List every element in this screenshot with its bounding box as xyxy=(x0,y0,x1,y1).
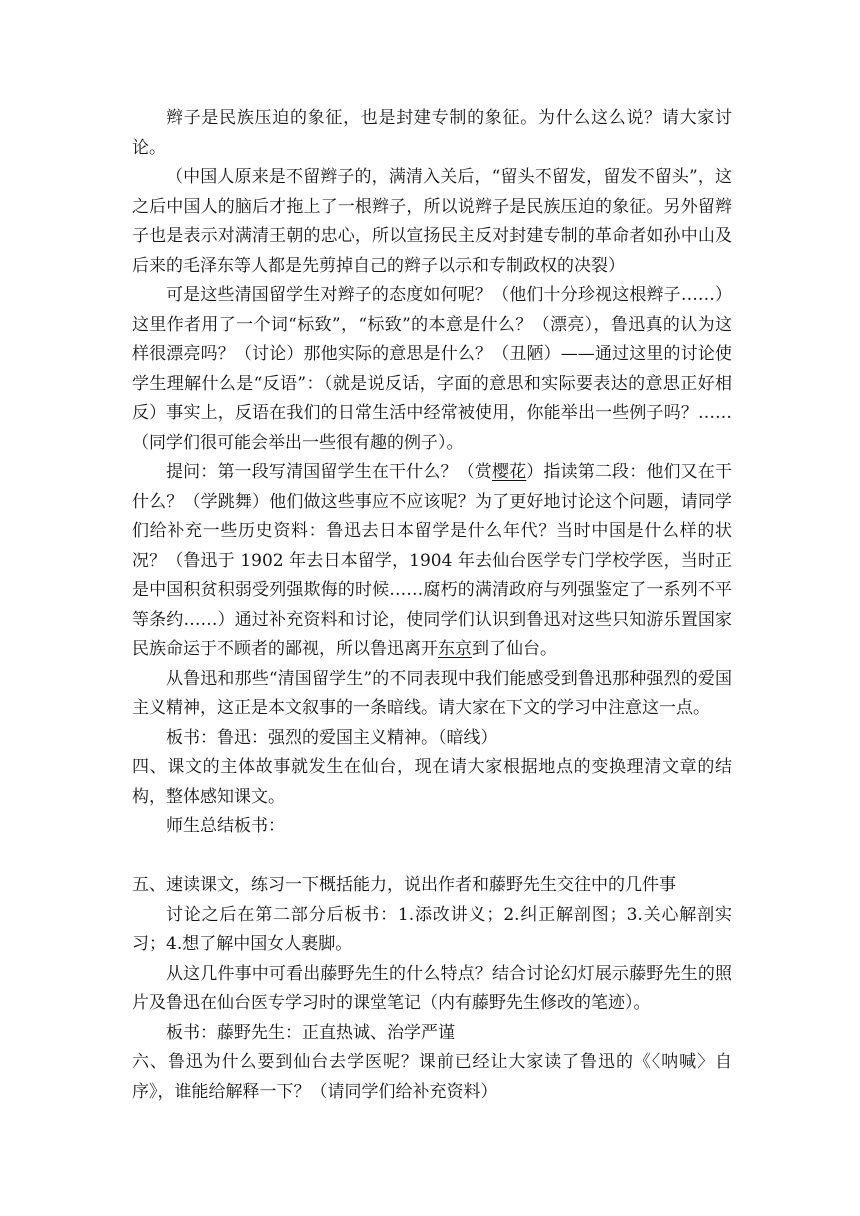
paragraph xyxy=(132,1048,732,1107)
text-run: 从鲁迅和那些“清国留学生”的不同表现中我们能感受到鲁迅那种强烈的爱国主义精神，这正是本文叙事的一条暗线。请大家在下文的学习中注意这一点。 xyxy=(132,668,732,718)
blank-line xyxy=(132,842,732,872)
paragraph xyxy=(132,163,732,281)
paragraph xyxy=(132,960,732,1019)
paragraph xyxy=(132,901,732,960)
text-run: 提问：第一段写清国留学生在干什么？（赏 xyxy=(166,462,492,482)
text-run: 可是这些清国留学生对辫子的态度如何呢？（他们十分珍视这根辫子……）这里作者用了一个词“标致”，“标致”的本意是什么？（漂亮），鲁迅真的认为这样很漂亮吗？（讨论）那他实际的意思是什么？（丑陋）——通过这里的讨论使学生理解什么是“反语”：（就是说反话，字面的意思和实际要表达的意思正好相反）事实上，反语在我们的日常生活中经常被使用，你能举出一些例子吗？……（同学们很可能会举出一些很有趣的例子）。 xyxy=(132,285,732,453)
underlined-term: 樱花 xyxy=(491,462,527,482)
paragraph xyxy=(132,1019,732,1049)
paragraph xyxy=(132,724,732,754)
text-run: 板书：藤野先生：正直热诚、治学严谨 xyxy=(166,1022,455,1043)
paragraph xyxy=(132,812,732,842)
document-body xyxy=(132,104,732,1107)
text-run: 板书：鲁迅：强烈的爱国主义精神。（暗线） xyxy=(166,727,498,748)
text-run: 辫子是民族压迫的象征，也是封建专制的象征。为什么这么说？请大家讨论。 xyxy=(132,108,732,158)
paragraph xyxy=(132,871,732,901)
text-run: 五、速读课文，练习一下概括能力，说出作者和藤野先生交往中的几件事 xyxy=(132,875,676,895)
text-run: （中国人原来是不留辫子的，满清入关后，“留头不留发，留发不留头”，这之后中国人的脑后才拖上了一根辫子，所以说辫子是民族压迫的象征。另外留辫子也是表示对满清王朝的忠心，所以宣扬民主反对封建专制的革命者如孙中山及后来的毛泽东等人都是先剪掉自己的辫子以示和专制政权的决裂） xyxy=(132,167,732,276)
text-run: ）指读第二段：他们又在干什么？（学跳舞）他们做这些事应不应该呢？为了更好地讨论这个问题，请同学们给补充一些历史资料：鲁迅去日本留学是什么年代？当时中国是什么样的状况？（鲁迅于 1902 年去日本留学，1904 年去仙台医学专门学校学医，当时正是中国积贫积弱受列强欺侮的时候……腐朽的满清政府与列强鉴定了一系列不平等条约……）通过补充资料和讨论，使同学们认识到鲁迅对这些只知游乐置国家民族命运于不顾者的鄙视，所以鲁迅离开 xyxy=(132,462,732,659)
text-run: 讨论之后在第二部分后板书：1.添改讲义；2.纠正解剖图；3.关心解剖实习；4.想了解中国女人裹脚。 xyxy=(132,904,732,954)
text-run: 四、课文的主体故事就发生在仙台，现在请大家根据地点的变换理清文章的结构，整体感知课文。 xyxy=(132,757,732,807)
paragraph xyxy=(132,665,732,724)
text-run: 六、鲁迅为什么要到仙台去学医呢？课前已经让大家读了鲁迅的《〈呐喊〉自序》，谁能给解释一下？（请同学们给补充资料） xyxy=(132,1052,732,1102)
paragraph xyxy=(132,104,732,163)
paragraph xyxy=(132,458,732,665)
text-run: 师生总结板书： xyxy=(166,816,285,836)
text-run: 到了仙台。 xyxy=(472,639,557,659)
paragraph xyxy=(132,281,732,458)
underlined-term: 东京 xyxy=(438,639,472,659)
paragraph xyxy=(132,753,732,812)
text-run: 从这几件事中可看出藤野先生的什么特点？结合讨论幻灯展示藤野先生的照片及鲁迅在仙台医专学习时的课堂笔记（内有藤野先生修改的笔迹）。 xyxy=(132,963,732,1013)
